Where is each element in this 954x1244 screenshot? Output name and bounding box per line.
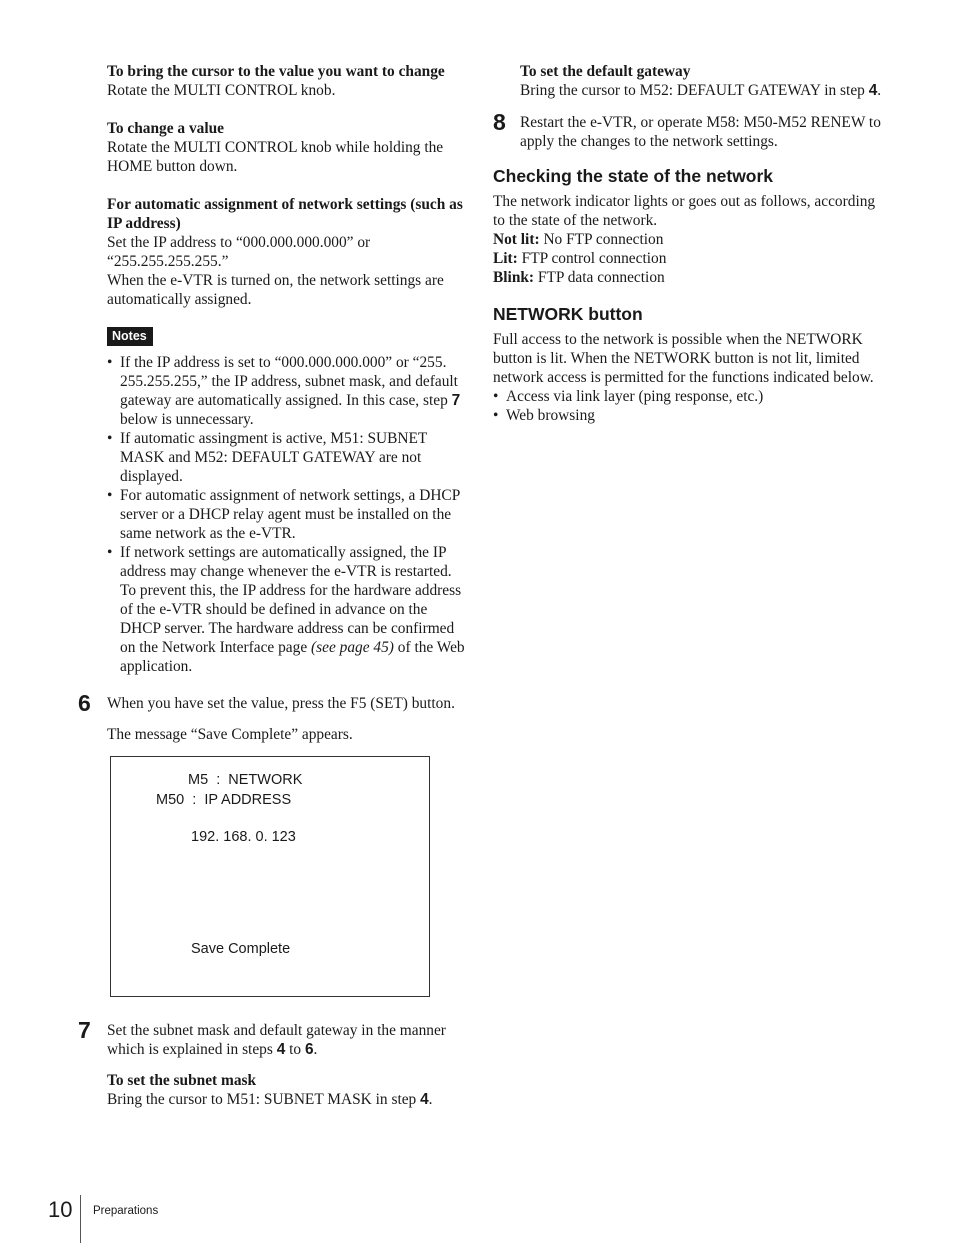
subnet-text-b: . xyxy=(428,1091,433,1108)
subnet-text xyxy=(107,1090,469,1109)
step-6 xyxy=(78,690,469,997)
state-desc: FTP control connection xyxy=(517,250,667,267)
state-desc: FTP data connection xyxy=(534,269,665,286)
step-8 xyxy=(493,109,883,151)
page-number: 10 xyxy=(48,1197,73,1222)
note-text: If the IP address is set to “000.000.000.000” or “255. 255.255.255,” the IP address, subnet mask, and default gateway are automatically assigned. In this case, step xyxy=(120,354,458,409)
step-6-text: When you have set the value, press the F5 (SET) button. xyxy=(107,695,455,712)
step-7-text-a: Set the subnet mask and default gateway in the manner which is explained in steps xyxy=(107,1022,446,1058)
auto-assign-heading: For automatic assignment of network settings (such as IP address) xyxy=(107,196,463,232)
auto-assign-line2: When the e-VTR is turned on, the network settings are automatically assigned. xyxy=(107,272,444,308)
right-column xyxy=(493,62,883,425)
screen-menu-line: M5 : NETWORK xyxy=(188,772,303,788)
note-item xyxy=(107,543,469,676)
step-ref: 4 xyxy=(276,1041,286,1058)
footer-section-name: Preparations xyxy=(93,1205,159,1217)
auto-assign-section xyxy=(107,195,469,309)
state-lit xyxy=(493,249,883,268)
cursor-heading: To bring the cursor to the value you want to change xyxy=(107,63,445,80)
step-ref: 7 xyxy=(451,392,461,409)
gateway-text xyxy=(520,81,883,100)
cursor-text: Rotate the MULTI CONTROL knob. xyxy=(107,82,336,99)
screen-submenu-line: M50 : IP ADDRESS xyxy=(156,792,292,808)
step-number: 6 xyxy=(78,690,91,716)
list-item: • Access via link layer (ping response, etc.) xyxy=(493,387,883,406)
step-8-text: Restart the e-VTR, or operate M58: M50-M52 RENEW to apply the changes to the network settings. xyxy=(520,114,881,150)
gateway-heading: To set the default gateway xyxy=(520,63,691,80)
auto-assign-line1: Set the IP address to “000.000.000.000” or “255.255.255.255.” xyxy=(107,234,371,270)
gateway-text-b: . xyxy=(877,82,882,99)
network-state-section xyxy=(493,165,883,287)
state-term: Lit: xyxy=(493,250,518,267)
display-screen xyxy=(110,756,430,997)
step-number: 7 xyxy=(78,1017,91,1043)
step-7 xyxy=(78,1017,469,1109)
note-item: • For automatic assignment of network settings, a DHCP server or a DHCP relay agent must be installed on the same network as the e-VTR. xyxy=(107,486,469,543)
network-state-intro: The network indicator lights or goes out as follows, according to the state of the network. xyxy=(493,193,876,229)
network-button-section xyxy=(493,303,883,425)
state-term: Blink: xyxy=(493,269,535,286)
change-section xyxy=(107,119,469,176)
notes-section xyxy=(107,326,469,676)
state-term: Not lit: xyxy=(493,231,540,248)
gateway-text-a: Bring the cursor to M52: DEFAULT GATEWAY in step xyxy=(520,82,869,99)
step-7-text-b: . xyxy=(313,1041,318,1058)
network-state-heading: Checking the state of the network xyxy=(493,166,774,186)
step-ref: 4 xyxy=(868,82,878,99)
state-not-lit xyxy=(493,230,883,249)
note-text: below is unnecessary. xyxy=(120,411,254,428)
step-7-text-mid: to xyxy=(285,1041,305,1058)
step-7-text xyxy=(107,1021,469,1059)
subnet-text-a: Bring the cursor to M51: SUBNET MASK in step xyxy=(107,1091,421,1108)
state-desc: No FTP connection xyxy=(539,231,664,248)
network-button-heading: NETWORK button xyxy=(493,304,643,324)
network-button-list xyxy=(493,387,883,425)
notes-list xyxy=(107,353,469,676)
subnet-heading: To set the subnet mask xyxy=(107,1072,257,1089)
step-ref: 4 xyxy=(420,1091,429,1108)
note-item: • If automatic assingment is active, M51: SUBNET MASK and M52: DEFAULT GATEWAY are not displayed. xyxy=(107,429,469,486)
step-6-message: The message “Save Complete” appears. xyxy=(107,726,353,743)
note-text: of the Web application. xyxy=(120,639,465,675)
network-button-text: Full access to the network is possible when the NETWORK button is lit. When the NETWORK button is not lit, limited network access is permitted for the functions indicated below. xyxy=(493,331,874,386)
left-column xyxy=(78,62,469,1109)
footer-divider xyxy=(80,1195,81,1243)
list-item: • Web browsing xyxy=(493,406,883,425)
step-ref: 6 xyxy=(304,1041,314,1058)
notes-label: Notes xyxy=(107,327,153,346)
state-blink xyxy=(493,268,883,287)
screen-ip-value: 192. 168. 0. 123 xyxy=(191,829,296,845)
page-reference-link[interactable]: (see page 45) xyxy=(311,639,394,656)
screen-status: Save Complete xyxy=(191,941,291,957)
change-heading: To change a value xyxy=(107,120,225,137)
step-number: 8 xyxy=(493,109,506,135)
note-text: If network settings are automatically assigned, the IP address may change whenever the e-VTR is restarted. To prevent this, the IP address for the hardware address of the e-VTR should be defined in advance on the DHCP server. The hardware address can be confirmed on the Network Interface page xyxy=(120,544,462,656)
cursor-section xyxy=(107,62,469,100)
gateway-section xyxy=(493,62,883,100)
change-text: Rotate the MULTI CONTROL knob while holding the HOME button down. xyxy=(107,139,444,175)
note-item xyxy=(107,353,469,429)
